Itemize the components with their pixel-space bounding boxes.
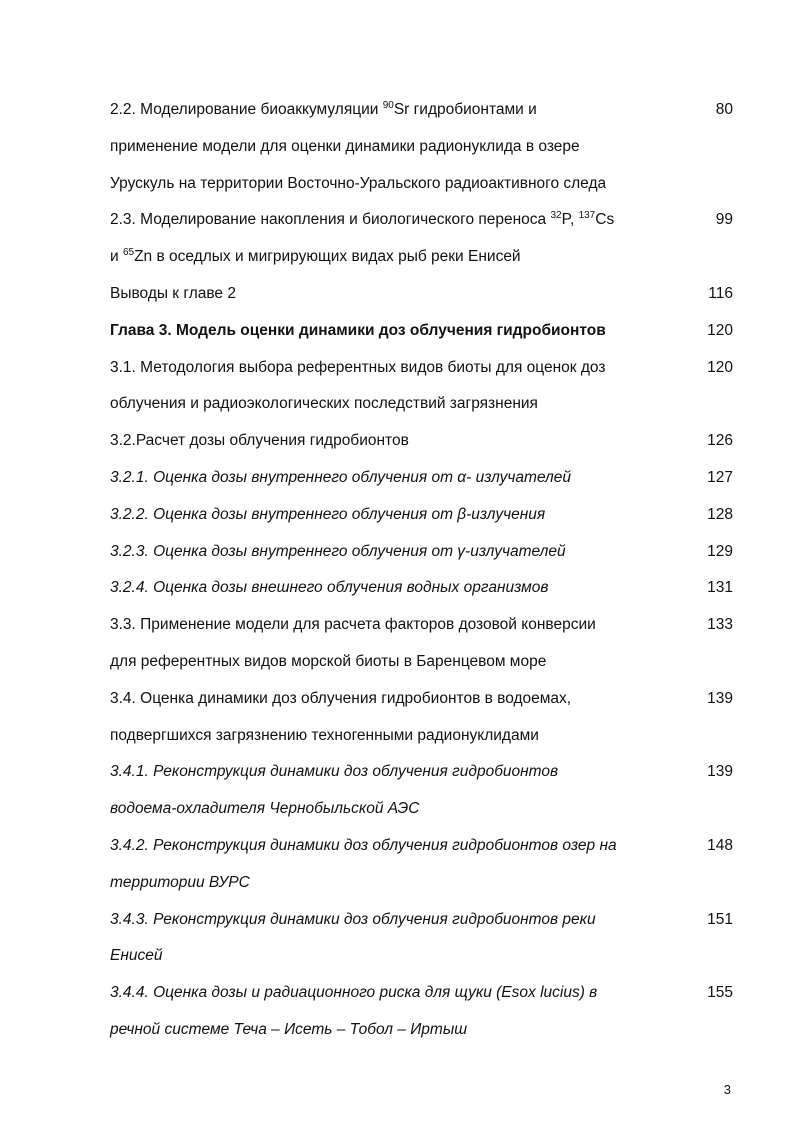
toc-entry-14-line-1: 3.4.2. Реконструкция динамики доз облучения гидробионтов озер на <box>110 837 617 854</box>
toc-entry-4-page: 120 <box>707 321 733 339</box>
toc-entry-12-line-1: 3.4. Оценка динамики доз облучения гидробионтов в водоемах, <box>110 689 572 707</box>
toc-entry-4-line-1: Глава 3. Модель оценки динамики доз облучения гидробионтов <box>110 321 606 339</box>
toc-entry-5-line-2: облучения и радиоэкологических последствий загрязнения <box>110 395 538 413</box>
toc-entry-1-line-3: Урускуль на территории Восточно-Уральского радиоактивного следа <box>110 174 607 192</box>
toc-entry-13-line-2: водоема-охладителя Чернобыльской АЭС <box>110 800 420 818</box>
toc-entry-12-line-2: подвергшихся загрязнению техногенными радионуклидами <box>110 726 539 744</box>
toc-entry-15-line-1: 3.4.3. Реконструкция динамики доз облучения гидробионтов реки <box>110 910 596 928</box>
toc-entry-13-line-1: 3.4.1. Реконструкция динамики доз облучения гидробионтов <box>110 763 559 781</box>
toc-entry-16-page: 155 <box>707 984 733 1002</box>
toc-entry-2-line-2: и $^{65}$Zn в оседлых и мигрирующих видах рыб реки Енисей <box>110 247 521 266</box>
toc-entry-9-page: 129 <box>707 542 733 560</box>
toc-entry-7-line-1: 3.2.1. Оценка дозы внутреннего облучения от α- излучателей <box>110 469 572 486</box>
toc-entry-10-page: 131 <box>707 579 733 597</box>
toc-entry-5-page: 120 <box>707 358 733 376</box>
toc-entry-12-page: 139 <box>707 689 733 707</box>
toc-entry-11-page: 133 <box>707 616 733 634</box>
toc-entry-16-line-2: речной системе Теча – Исеть – Тобол – Иртыш <box>110 1021 468 1038</box>
page-number: 3 <box>723 1082 731 1097</box>
toc-entry-1-line-2: применение модели для оценки динамики радионуклида в озере <box>110 137 580 155</box>
toc-entry-7-page: 127 <box>707 469 733 486</box>
toc-entry-3-line-1: Выводы к главе 2 <box>110 285 236 302</box>
toc-entry-15-page: 151 <box>707 910 733 928</box>
toc-entry-1-line-1: 2.2. Моделирование биоаккумуляции $^{90}$Sr гидробионтами и <box>110 100 537 118</box>
toc-entry-2-page: 99 <box>715 211 733 229</box>
toc-entry-5-line-1: 3.1. Методология выбора референтных видов биоты для оценок доз <box>110 358 606 376</box>
toc-entry-8-page: 128 <box>707 505 733 523</box>
toc-entry-11-line-1: 3.3. Применение модели для расчета факторов дозовой конверсии <box>110 616 596 634</box>
toc-entry-6-line-1: 3.2.Расчет дозы облучения гидробионтов <box>110 432 409 450</box>
toc-entry-15-line-2: Енисей <box>110 947 163 965</box>
toc-entry-1-page: 80 <box>715 101 733 118</box>
toc-entry-11-line-2: для референтных видов морской биоты в Баренцевом море <box>110 653 547 670</box>
toc-entry-6-page: 126 <box>707 432 733 450</box>
toc-entry-14-line-2: территории ВУРС <box>110 873 250 891</box>
toc-entry-13-page: 139 <box>707 763 733 781</box>
toc-entry-10-line-1: 3.2.4. Оценка дозы внешнего облучения водных организмов <box>110 579 549 597</box>
toc-entry-16-line-1: 3.4.4. Оценка дозы и радиационного риска для щуки (Esox lucius) в <box>110 984 598 1002</box>
toc-entry-2-line-1: 2.3. Моделирование накопления и биологического переноса $^{32}$P, $^{137}$Cs <box>110 210 615 229</box>
toc-entry-14-page: 148 <box>707 837 733 854</box>
toc-entry-3-page: 116 <box>708 285 733 302</box>
toc-entry-9-line-1: 3.2.3. Оценка дозы внутреннего облучения от γ-излучателей <box>110 542 566 560</box>
toc-entry-8-line-1: 3.2.2. Оценка дозы внутреннего облучения от β-излучения <box>110 505 546 523</box>
